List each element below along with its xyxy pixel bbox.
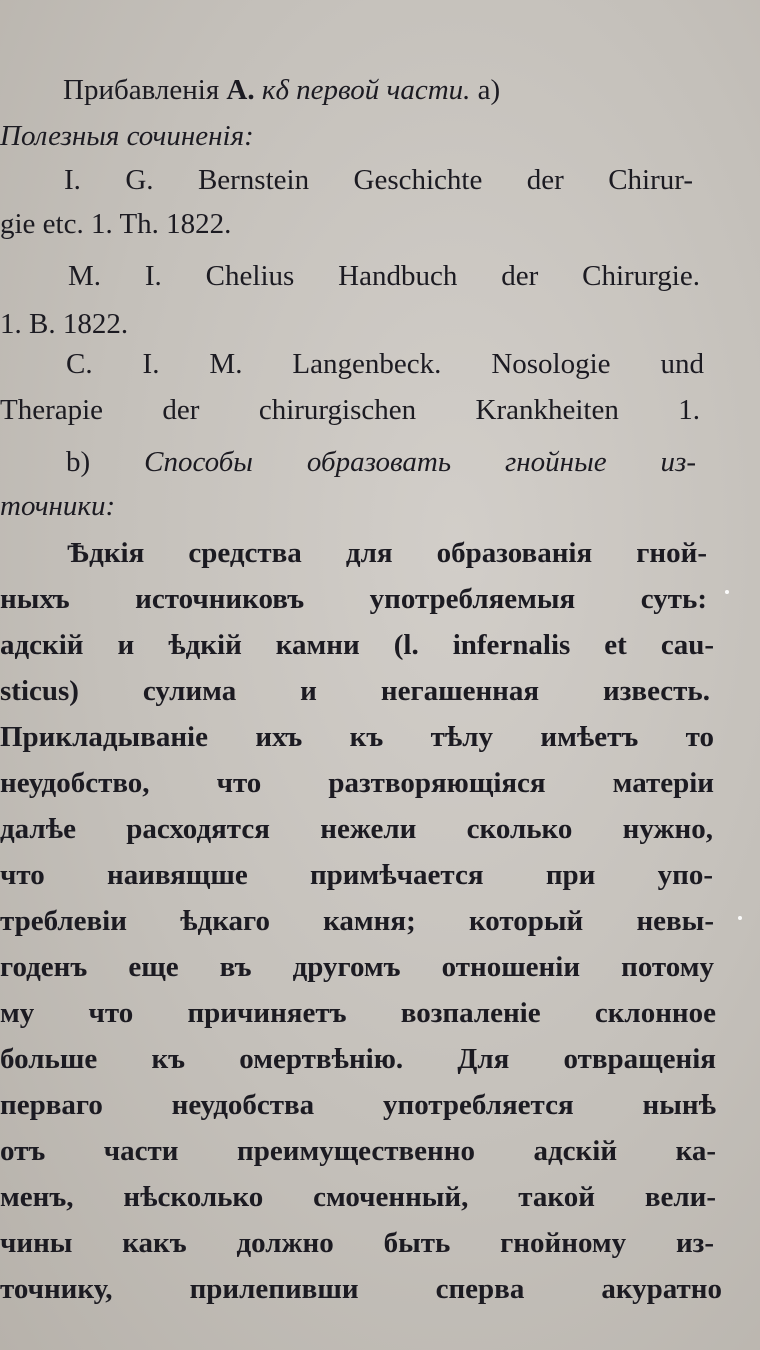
text-line xyxy=(0,673,710,709)
text-segment: Прикладываніе ихъ къ тѣлу имѣетъ то xyxy=(0,721,714,753)
paper-speck xyxy=(738,916,742,920)
text-segment: точники: xyxy=(0,490,116,522)
text-segment: чины какъ должно быть гнойному из- xyxy=(0,1227,714,1259)
text-line xyxy=(0,1087,716,1123)
text-line xyxy=(0,1179,716,1215)
text-segment: А. xyxy=(226,74,262,106)
text-segment: далѣе расходятся нежели сколько нужно, xyxy=(0,813,713,845)
text-segment: M. I. Chelius Handbuch der Chirurgie. xyxy=(68,260,700,292)
text-segment: 1. B. 1822. xyxy=(0,308,129,340)
text-line xyxy=(0,488,170,524)
text-segment: неудобство, что разтворяющіяся матеріи xyxy=(0,767,714,799)
text-line xyxy=(0,206,330,242)
text-line xyxy=(66,346,704,382)
text-line xyxy=(0,903,714,939)
text-line xyxy=(0,949,714,985)
text-segment: sticus) сулима и негашенная известь. xyxy=(0,675,710,707)
text-segment: треблевіи ѣдкаго камня; который невы- xyxy=(0,905,714,937)
text-segment: b) xyxy=(66,446,145,478)
text-segment: Способы образовать гнойные из- xyxy=(144,446,696,478)
text-segment: Прибавленія xyxy=(63,74,227,106)
text-segment: отъ части преимущественно адскій ка- xyxy=(0,1135,716,1167)
paper-speck xyxy=(725,590,729,594)
text-segment: адскій и ѣдкій камни (l. infernalis et cau- xyxy=(0,629,714,661)
text-line xyxy=(0,627,714,663)
text-line xyxy=(0,392,700,428)
text-segment: Therapie der chirurgischen Krankheiten 1. xyxy=(0,394,700,426)
text-segment: больше къ омертвѣнію. Для отвращенія xyxy=(0,1043,716,1075)
text-line xyxy=(68,258,700,294)
text-line xyxy=(63,72,691,108)
text-line xyxy=(0,1225,714,1261)
text-line xyxy=(0,1041,716,1077)
text-line xyxy=(0,306,200,342)
text-segment: что наивящше примѣчается при упо- xyxy=(0,859,713,891)
text-line xyxy=(0,1271,722,1307)
text-line xyxy=(0,719,714,755)
text-line xyxy=(67,535,707,571)
text-segment: Полезныя сочиненія: xyxy=(0,120,254,152)
text-line xyxy=(64,162,693,198)
text-segment: ныхъ источниковъ употребляемыя суть: xyxy=(0,583,707,615)
text-line xyxy=(0,765,714,801)
text-segment: му что причиняетъ возпаленіе склонное xyxy=(0,997,716,1029)
text-line xyxy=(0,1133,716,1169)
text-line xyxy=(0,811,713,847)
text-segment: перваго неудобства употребляется нынѣ xyxy=(0,1089,716,1121)
text-line xyxy=(66,444,696,480)
text-segment: годенъ еще въ другомъ отношеніи потому xyxy=(0,951,714,983)
text-line xyxy=(0,857,713,893)
text-line xyxy=(0,118,330,154)
text-segment: gie etc. 1. Th. 1822. xyxy=(0,208,232,240)
text-segment: кδ первой части. xyxy=(261,74,471,106)
text-line xyxy=(0,995,716,1031)
text-line xyxy=(0,581,707,617)
text-segment: Ѣдкія средства для образованія гной- xyxy=(67,537,707,569)
text-segment: а) xyxy=(470,74,501,106)
text-segment: менъ, нѣсколько смоченный, такой вели- xyxy=(0,1181,716,1213)
text-segment: C. I. M. Langenbeck. Nosologie und xyxy=(66,348,704,380)
text-segment: I. G. Bernstein Geschichte der Chirur- xyxy=(64,164,693,196)
text-segment: точнику, прилепивши сперва акуратно xyxy=(0,1273,722,1305)
